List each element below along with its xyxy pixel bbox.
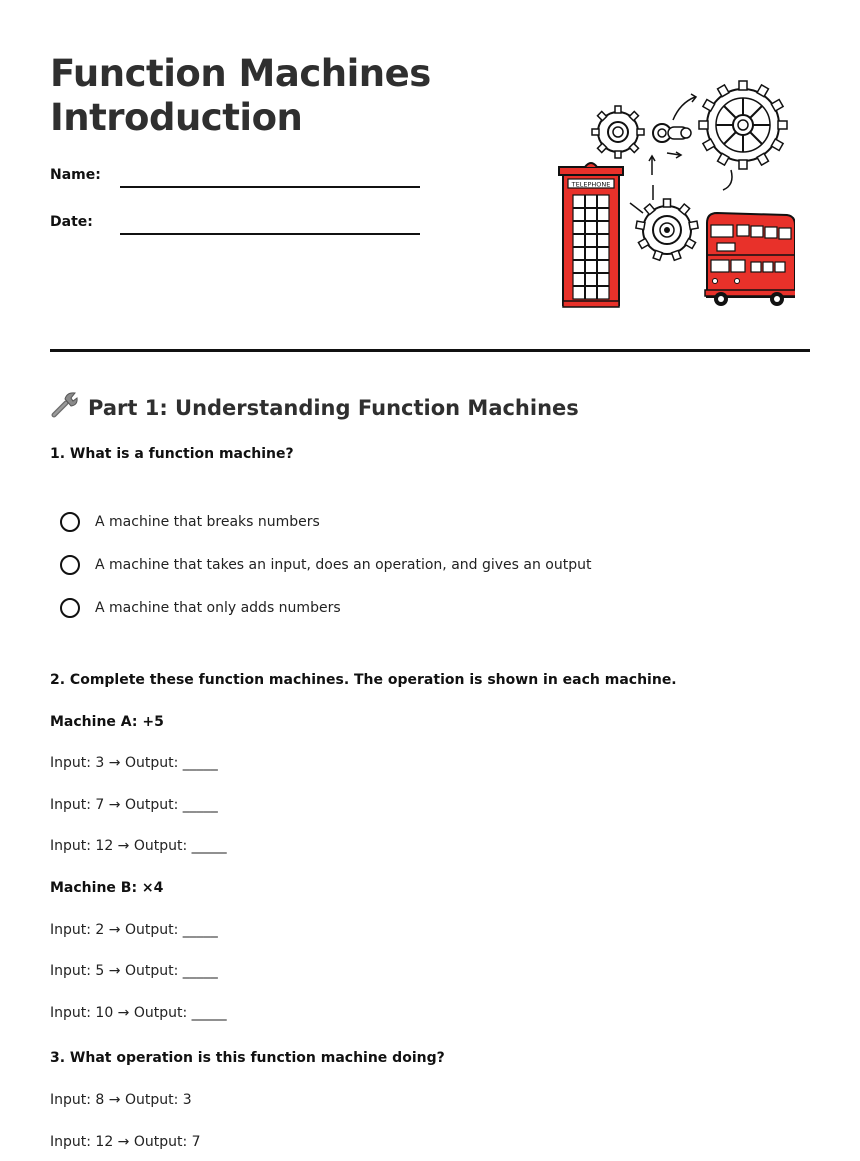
- machine-a-line: Input: 7 → Output: _____: [50, 797, 218, 813]
- header-divider: [50, 349, 810, 352]
- svg-text:TELEPHONE: TELEPHONE: [571, 180, 611, 189]
- machine-a-line: Input: 3 → Output: _____: [50, 755, 218, 771]
- machine-b-line: Input: 10 → Output: _____: [50, 1005, 227, 1021]
- part1-title-text: Part 1: Understanding Function Machines: [88, 395, 579, 420]
- header-illustration: [555, 75, 795, 310]
- q3-line: Input: 12 → Output: 7: [50, 1134, 201, 1150]
- wrench-icon: [50, 390, 80, 425]
- part1-title: [50, 390, 579, 425]
- machine-b-title: Machine B: ×4: [50, 880, 164, 896]
- double-decker-bus-icon: [705, 213, 795, 306]
- question-1: 1. What is a function machine?: [50, 446, 294, 462]
- radio-button[interactable]: [60, 512, 80, 532]
- worksheet-title: [50, 52, 431, 140]
- option-label: A machine that breaks numbers: [95, 514, 320, 530]
- option-label: A machine that takes an input, does an operation, and gives an output: [95, 557, 592, 573]
- question-3: 3. What operation is this function machine doing?: [50, 1050, 445, 1066]
- radio-button[interactable]: [60, 598, 80, 618]
- date-field[interactable]: [120, 233, 420, 235]
- title-line-1: Function Machines: [50, 52, 431, 95]
- q1-option-2[interactable]: [60, 555, 592, 575]
- machine-b-line: Input: 2 → Output: _____: [50, 922, 218, 938]
- name-field[interactable]: [120, 186, 420, 188]
- name-label: Name:: [50, 167, 101, 183]
- q1-option-3[interactable]: [60, 598, 341, 618]
- q3-line: Input: 8 → Output: 3: [50, 1092, 192, 1108]
- radio-button[interactable]: [60, 555, 80, 575]
- option-label: A machine that only adds numbers: [95, 600, 341, 616]
- title-line-2: Introduction: [50, 96, 303, 139]
- q1-option-1[interactable]: [60, 512, 320, 532]
- telephone-box-icon: [559, 163, 623, 307]
- date-label: Date:: [50, 214, 93, 230]
- question-2: 2. Complete these function machines. The operation is shown in each machine.: [50, 672, 677, 688]
- machine-a-line: Input: 12 → Output: _____: [50, 838, 227, 854]
- machine-b-line: Input: 5 → Output: _____: [50, 963, 218, 979]
- machine-a-title: Machine A: +5: [50, 714, 164, 730]
